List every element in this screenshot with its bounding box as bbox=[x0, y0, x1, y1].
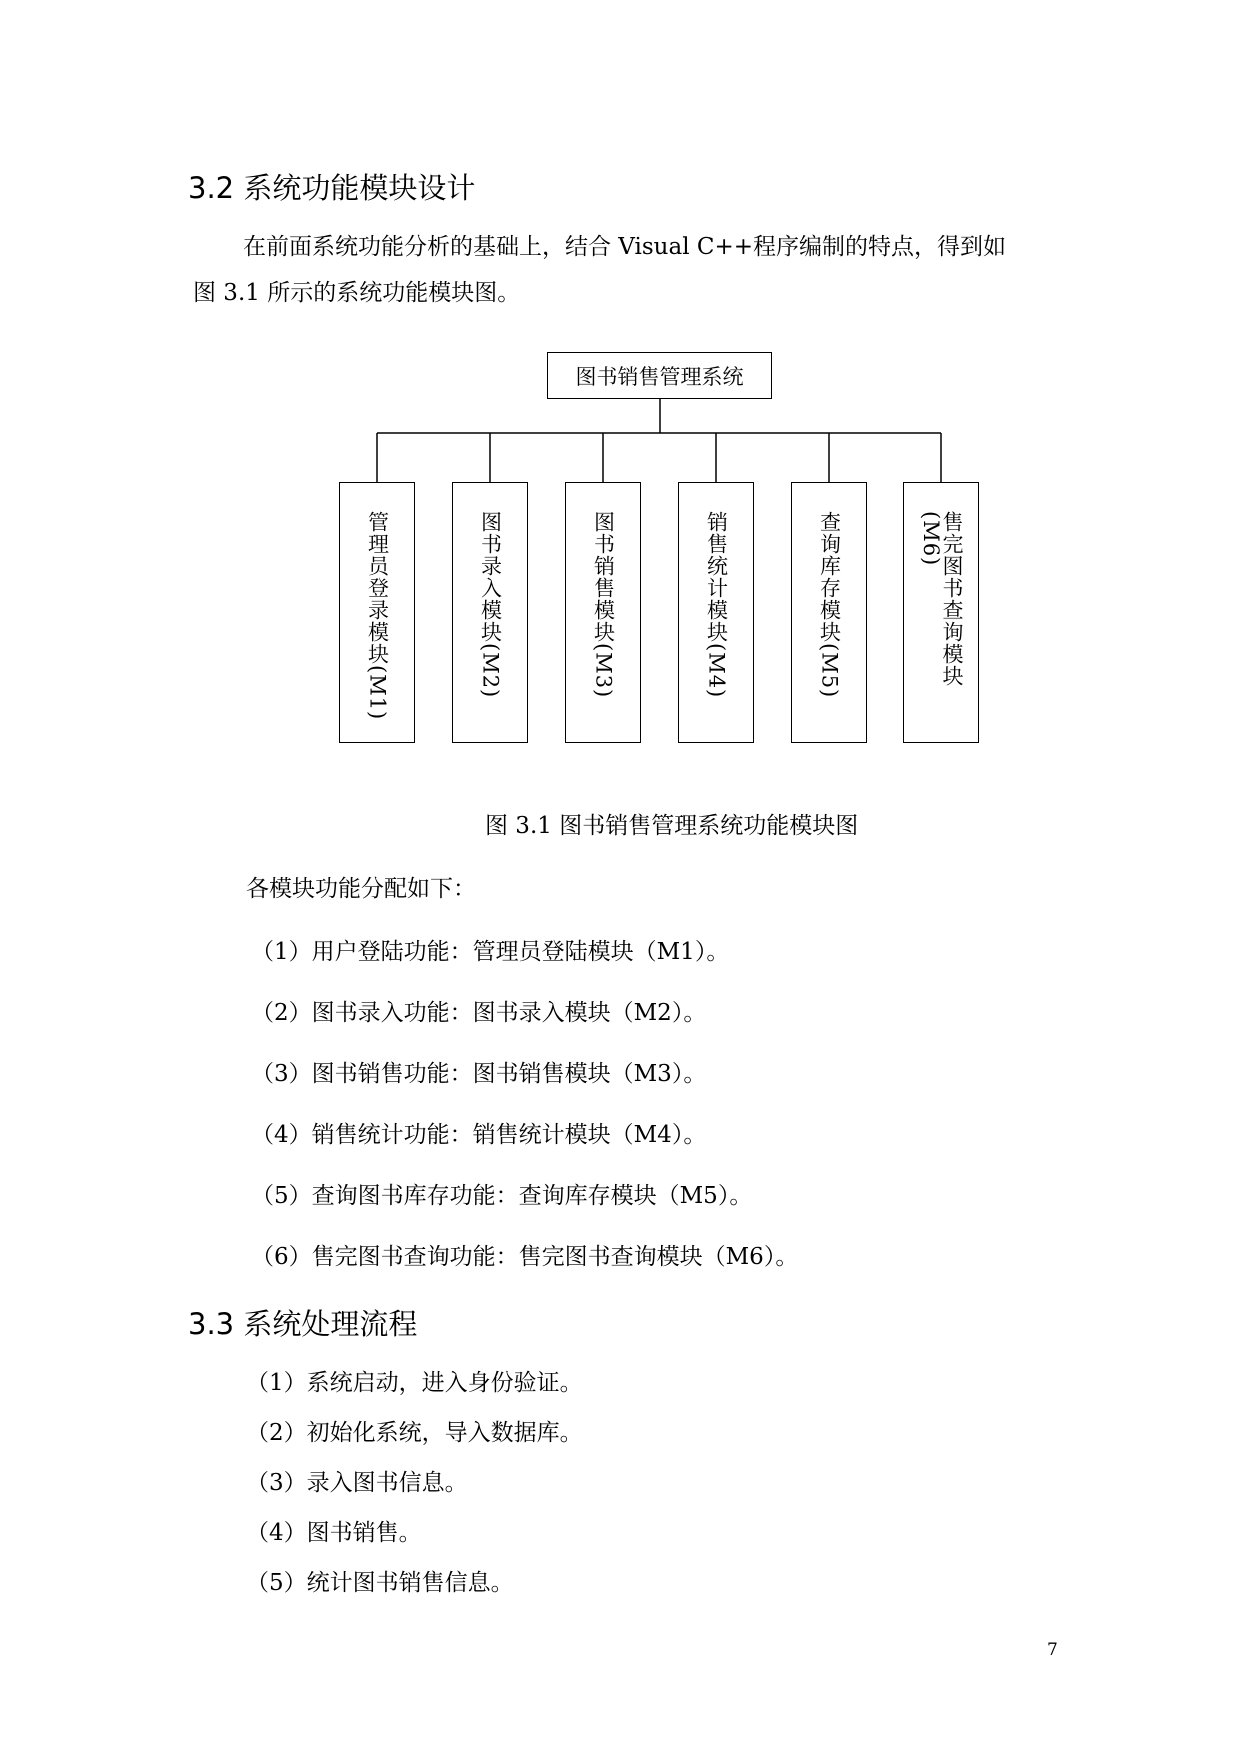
module-label-m5: 查询库存模块(M5) bbox=[817, 511, 842, 699]
list-item: （6）售完图书查询功能：售完图书查询模块（M6）。 bbox=[251, 1244, 799, 1270]
list-item: （1）用户登陆功能：管理员登陆模块（M1）。 bbox=[251, 939, 730, 965]
section-heading-3-3: 3.3 系统处理流程 bbox=[188, 1307, 418, 1341]
list-item: （5）统计图书销售信息。 bbox=[246, 1570, 514, 1596]
module-label-m1: 管理员登录模块(M1) bbox=[365, 511, 390, 721]
list-item: （4）图书销售。 bbox=[246, 1520, 422, 1546]
module-node-m4 bbox=[678, 482, 754, 743]
module-label-m2: 图书录入模块(M2) bbox=[478, 511, 503, 699]
list-item: （2）图书录入功能：图书录入模块（M2）。 bbox=[251, 1000, 707, 1026]
paragraph-line-2: 图 3.1 所示的系统功能模块图。 bbox=[193, 280, 521, 306]
page-number: 7 bbox=[1047, 1640, 1058, 1660]
list-item: （4）销售统计功能：销售统计模块（M4）。 bbox=[251, 1122, 707, 1148]
list-item: （1）系统启动，进入身份验证。 bbox=[246, 1370, 583, 1396]
module-label-m3: 图书销售模块(M3) bbox=[591, 511, 616, 699]
section-heading-3-2: 3.2 系统功能模块设计 bbox=[188, 171, 476, 205]
list-item: （3）图书销售功能：图书销售模块（M3）。 bbox=[251, 1061, 707, 1087]
root-node-label: 图书销售管理系统 bbox=[575, 364, 744, 389]
list-item: （5）查询图书库存功能：查询库存模块（M5）。 bbox=[251, 1183, 753, 1209]
figure-caption: 图 3.1 图书销售管理系统功能模块图 bbox=[485, 813, 859, 839]
module-node-m1 bbox=[339, 482, 415, 743]
module-node-m5 bbox=[791, 482, 867, 743]
module-label-m6: 售完图书查询模块(M6) bbox=[919, 511, 964, 687]
module-node-m6 bbox=[903, 482, 979, 743]
module-node-m2 bbox=[452, 482, 528, 743]
module-label-m4: 销售统计模块(M4) bbox=[704, 511, 729, 699]
list-item: （3）录入图书信息。 bbox=[246, 1470, 468, 1496]
root-node bbox=[547, 352, 772, 399]
allocation-intro: 各模块功能分配如下： bbox=[246, 876, 476, 902]
module-node-m3 bbox=[565, 482, 641, 743]
paragraph-line-1: 在前面系统功能分析的基础上，结合 Visual C++程序编制的特点，得到如 bbox=[243, 234, 1007, 260]
list-item: （2）初始化系统，导入数据库。 bbox=[246, 1420, 583, 1446]
